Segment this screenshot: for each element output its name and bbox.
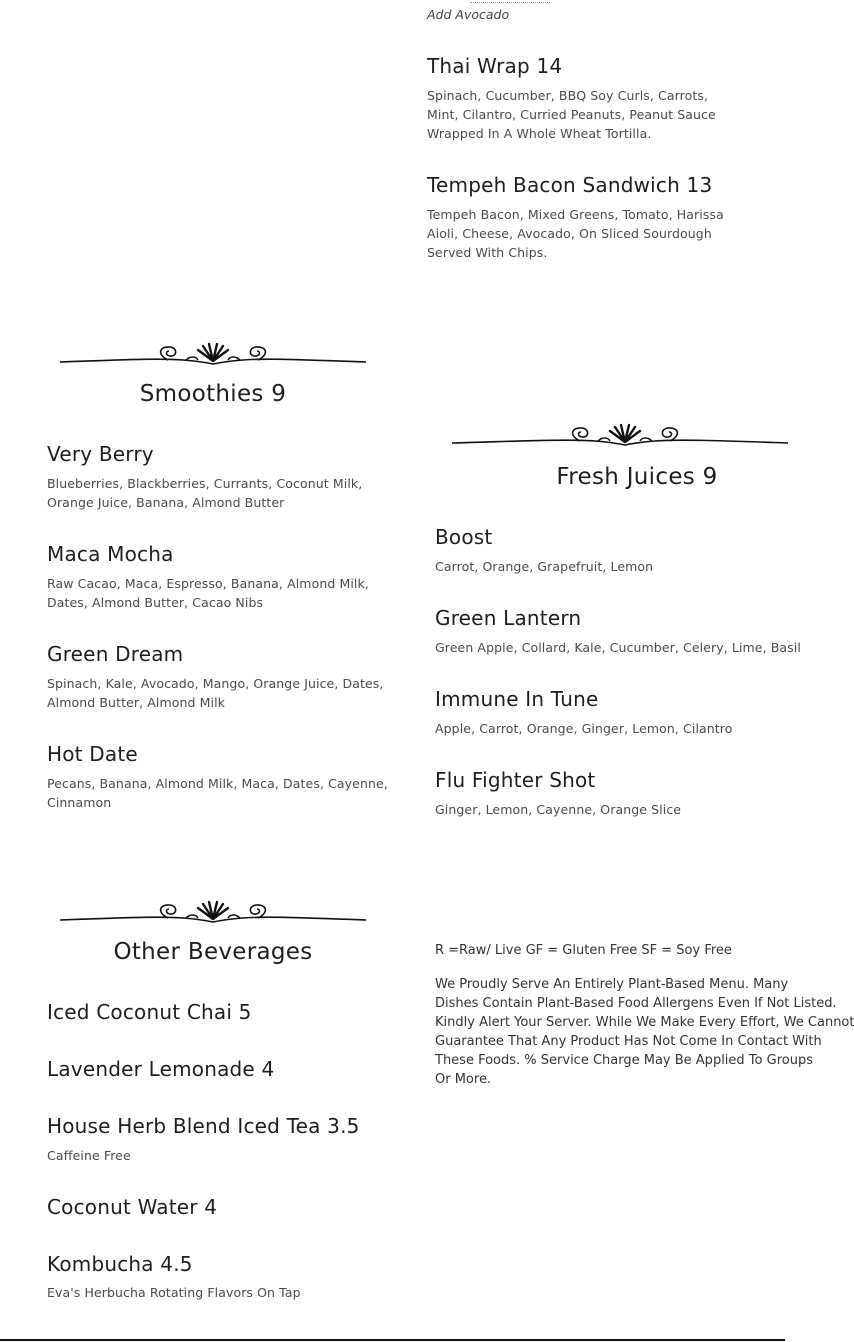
other-beverages-heading: Other Beverages	[113, 939, 313, 965]
notice-line: Or More.	[435, 1072, 492, 1087]
desc-line: Served With Chips.	[427, 245, 548, 260]
desc-line: Wrapped In A Whole Wheat Tortilla.	[427, 126, 652, 141]
desc-line: Cinnamon	[47, 795, 112, 810]
flu-fighter-shot-title: Flu Fighter Shot	[435, 768, 596, 792]
very-berry-description	[47, 474, 362, 512]
notice-line: Guarantee That Any Product Has Not Come In Contact With	[435, 1034, 822, 1049]
maca-mocha-title: Maca Mocha	[47, 542, 174, 566]
kombucha-title: Kombucha 4.5	[47, 1252, 193, 1276]
maca-mocha-description	[47, 574, 369, 612]
tempeh-bacon-sandwich-title: Tempeh Bacon Sandwich 13	[427, 173, 713, 197]
dietary-key: R =Raw/ Live GF = Gluten Free SF = Soy Free	[435, 943, 732, 958]
very-berry-title: Very Berry	[47, 442, 154, 466]
green-lantern-title: Green Lantern	[435, 606, 582, 630]
kombucha-description: Eva's Herbucha Rotating Flavors On Tap	[47, 1285, 301, 1300]
desc-line: Dates, Almond Butter, Cacao Nibs	[47, 595, 264, 610]
desc-line: Raw Cacao, Maca, Espresso, Banana, Almond Milk,	[47, 576, 369, 591]
desc-line: Blueberries, Blackberries, Currants, Coconut Milk,	[47, 476, 363, 491]
notice-line: Kindly Alert Your Server. While We Make Every Effort, We Cannot	[435, 1015, 854, 1030]
desc-line: Tempeh Bacon, Mixed Greens, Tomato, Harissa	[427, 207, 724, 222]
thai-wrap-title: Thai Wrap 14	[427, 54, 563, 78]
thai-wrap-description	[427, 86, 716, 143]
smoothies-flourish-ornament	[58, 340, 368, 376]
fresh-juices-heading: Fresh Juices 9	[556, 464, 718, 490]
hot-date-title: Hot Date	[47, 742, 138, 766]
beverages-flourish-ornament	[58, 898, 368, 934]
desc-line: Orange Juice, Banana, Almond Butter	[47, 495, 285, 510]
coconut-water-title: Coconut Water 4	[47, 1195, 218, 1219]
green-lantern-description: Green Apple, Collard, Kale, Cucumber, Celery, Lime, Basil	[435, 640, 801, 655]
desc-line: Spinach, Cucumber, BBQ Soy Curls, Carrots,	[427, 88, 709, 103]
immune-in-tune-title: Immune In Tune	[435, 687, 599, 711]
immune-in-tune-description: Apple, Carrot, Orange, Ginger, Lemon, Cilantro	[435, 721, 733, 736]
add-avocado-note: Add Avocado	[427, 7, 510, 22]
hot-date-description	[47, 774, 388, 812]
desc-line: Mint, Cilantro, Curried Peanuts, Peanut Sauce	[427, 107, 716, 122]
green-dream-title: Green Dream	[47, 642, 184, 666]
house-herb-iced-tea-title: House Herb Blend Iced Tea 3.5	[47, 1114, 360, 1138]
desc-line: Almond Butter, Almond Milk	[47, 695, 226, 710]
juices-flourish-ornament	[450, 421, 790, 457]
boost-description: Carrot, Orange, Grapefruit, Lemon	[435, 559, 654, 574]
desc-line: Pecans, Banana, Almond Milk, Maca, Dates, Cayenne,	[47, 776, 388, 791]
notice-line: Dishes Contain Plant-Based Food Allergens Even If Not Listed.	[435, 996, 837, 1011]
iced-coconut-chai-title: Iced Coconut Chai 5	[47, 1000, 252, 1024]
bottom-border-rule	[0, 1339, 785, 1341]
desc-line: Spinach, Kale, Avocado, Mango, Orange Juice, Dates,	[47, 676, 384, 691]
lavender-lemonade-title: Lavender Lemonade 4	[47, 1057, 275, 1081]
notice-line: These Foods. % Service Charge May Be Applied To Groups	[435, 1053, 813, 1068]
tempeh-bacon-sandwich-description	[427, 205, 724, 262]
boost-title: Boost	[435, 525, 493, 549]
smoothies-heading: Smoothies 9	[139, 381, 287, 407]
desc-line: Aioli, Cheese, Avocado, On Sliced Sourdough	[427, 226, 712, 241]
green-dream-description	[47, 674, 383, 712]
allergen-notice	[435, 975, 854, 1089]
clipped-previous-line	[470, 0, 550, 3]
notice-line: We Proudly Serve An Entirely Plant-Based Menu. Many	[435, 977, 789, 992]
house-herb-iced-tea-description: Caffeine Free	[47, 1148, 131, 1163]
flu-fighter-shot-description: Ginger, Lemon, Cayenne, Orange Slice	[435, 802, 682, 817]
